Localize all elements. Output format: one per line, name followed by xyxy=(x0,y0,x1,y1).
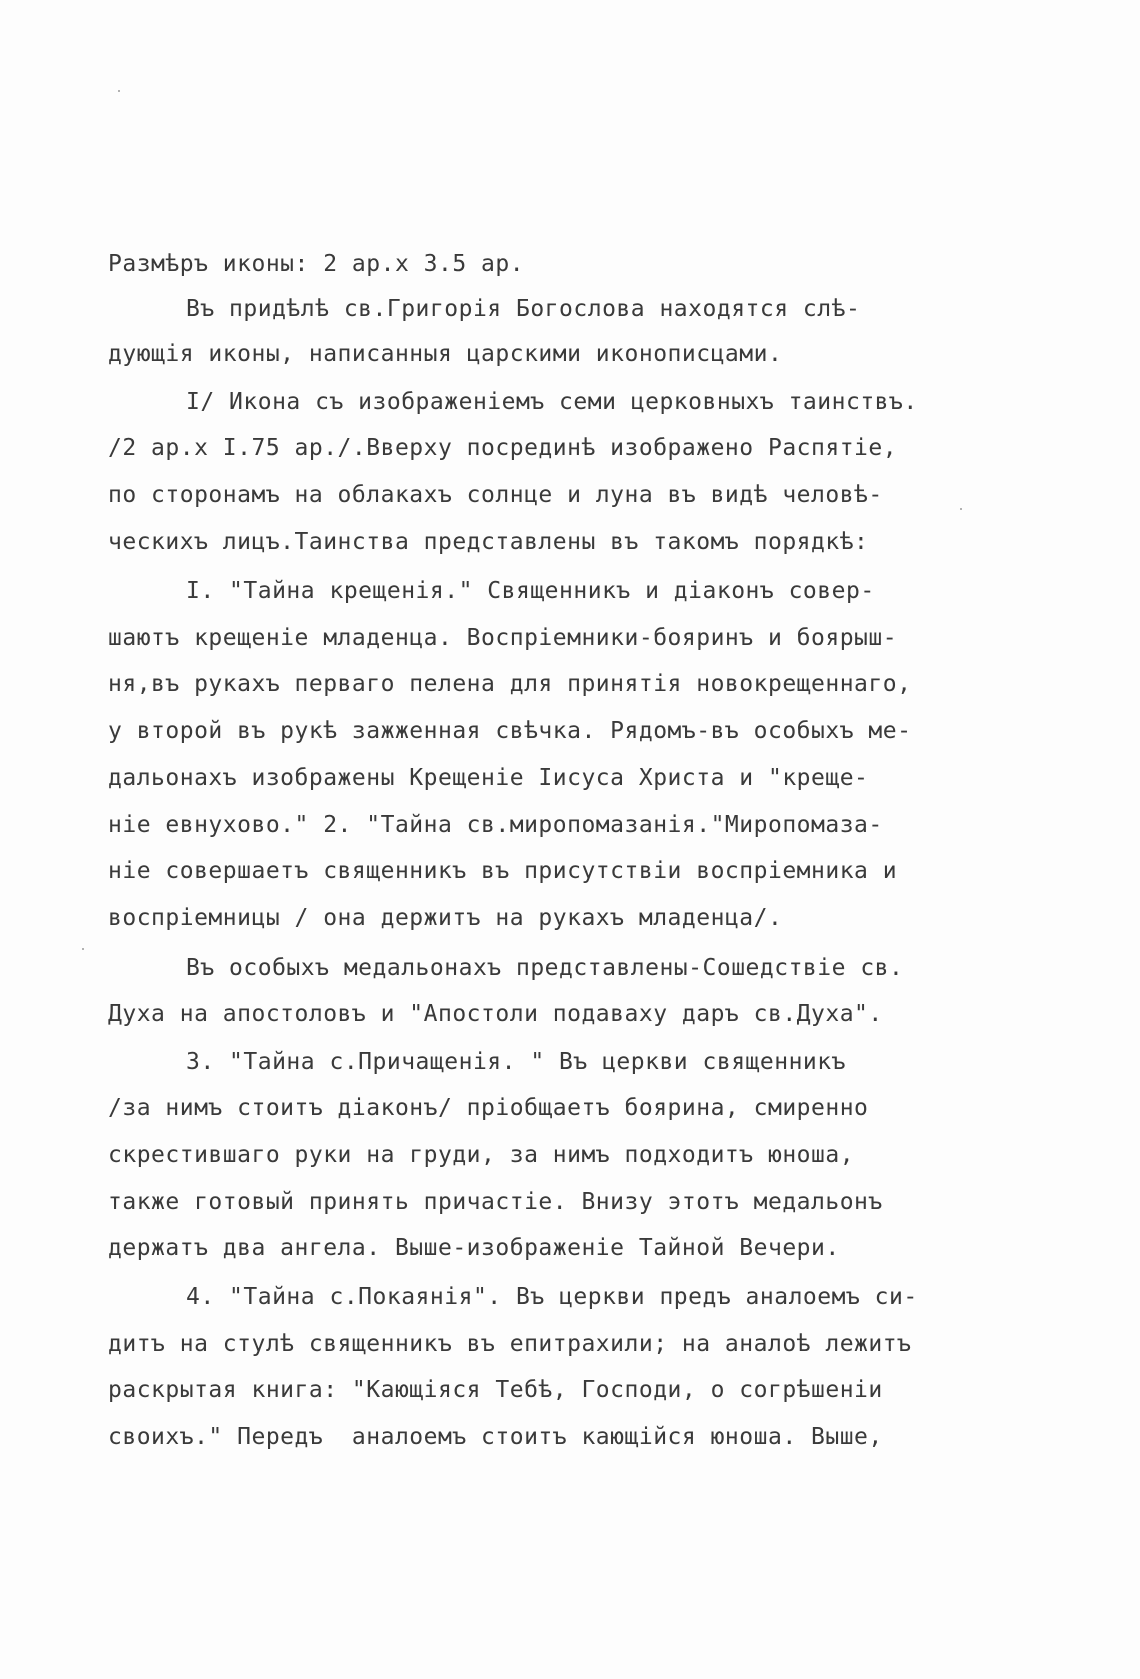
text-line: воспріемницы / она держитъ на рукахъ младенца/. xyxy=(108,905,783,931)
text-line: дитъ на стулѣ священникъ въ епитрахили; на аналоѣ лежитъ xyxy=(108,1331,912,1357)
text-line: дальонахъ изображены Крещеніе Іисуса Христа и "креще- xyxy=(108,765,869,791)
text-line: 4. "Тайна с.Покаянія". Въ церкви предъ аналоемъ си- xyxy=(186,1284,918,1310)
text-line: Въ придѣлѣ св.Григорія Богослова находятся слѣ- xyxy=(186,296,861,322)
text-line: I. "Тайна крещенія." Священникъ и діаконъ совер- xyxy=(186,578,875,604)
text-line: 3. "Тайна с.Причащенія. " Въ церкви священникъ xyxy=(186,1049,846,1075)
text-line: ческихъ лицъ.Таинства представлены въ такомъ порядкѣ: xyxy=(108,529,869,555)
text-line: ніе совершаетъ священникъ въ присутствіи воспріемника и xyxy=(108,858,898,884)
text-line: также готовый принять причастіе. Внизу этотъ медальонъ xyxy=(108,1189,883,1215)
paper-speck xyxy=(960,508,962,510)
text-line: у второй въ рукѣ зажженная свѣчка. Рядомъ-въ особыхъ ме- xyxy=(108,718,912,744)
text-line: скрестившаго руки на груди, за нимъ подходитъ юноша, xyxy=(108,1142,855,1168)
text-line: своихъ." Передъ аналоемъ стоитъ кающійся юноша. Выше, xyxy=(108,1424,883,1450)
text-line: раскрытая книга: "Кающіяся Тебѣ, Господи, о согрѣшеніи xyxy=(108,1377,883,1403)
text-line: шаютъ крещеніе младенца. Воспріемники-бояринъ и боярыш- xyxy=(108,625,898,651)
text-line: /за нимъ стоитъ діаконъ/ пріобщаетъ боярина, смиренно xyxy=(108,1095,869,1121)
text-line: Духа на апостоловъ и "Апостоли подаваху даръ св.Духа". xyxy=(108,1001,883,1027)
paper-speck xyxy=(118,90,120,92)
text-line: /2 ар.х I.75 ар./.Вверху посрединѣ изображено Распятіе, xyxy=(108,435,898,461)
text-line: I/ Икона съ изображеніемъ семи церковныхъ таинствъ. xyxy=(186,389,918,415)
text-line: дующія иконы, написанныя царскими иконописцами. xyxy=(108,341,783,367)
text-line: ніе евнухово." 2. "Тайна св.миропомазанія."Миропомаза- xyxy=(108,812,883,838)
text-line: Въ особыхъ медальонахъ представлены-Сошедствіе св. xyxy=(186,955,904,981)
text-line: Размѣръ иконы: 2 ар.х 3.5 ар. xyxy=(108,251,525,277)
paper-speck xyxy=(82,948,84,950)
text-line: держатъ два ангела. Выше-изображеніе Тайной Вечери. xyxy=(108,1235,840,1261)
text-line: по сторонамъ на облакахъ солнце и луна въ видѣ человѣ- xyxy=(108,482,883,508)
text-line: ня,въ рукахъ перваго пелена для принятія новокрещеннаго, xyxy=(108,671,912,697)
